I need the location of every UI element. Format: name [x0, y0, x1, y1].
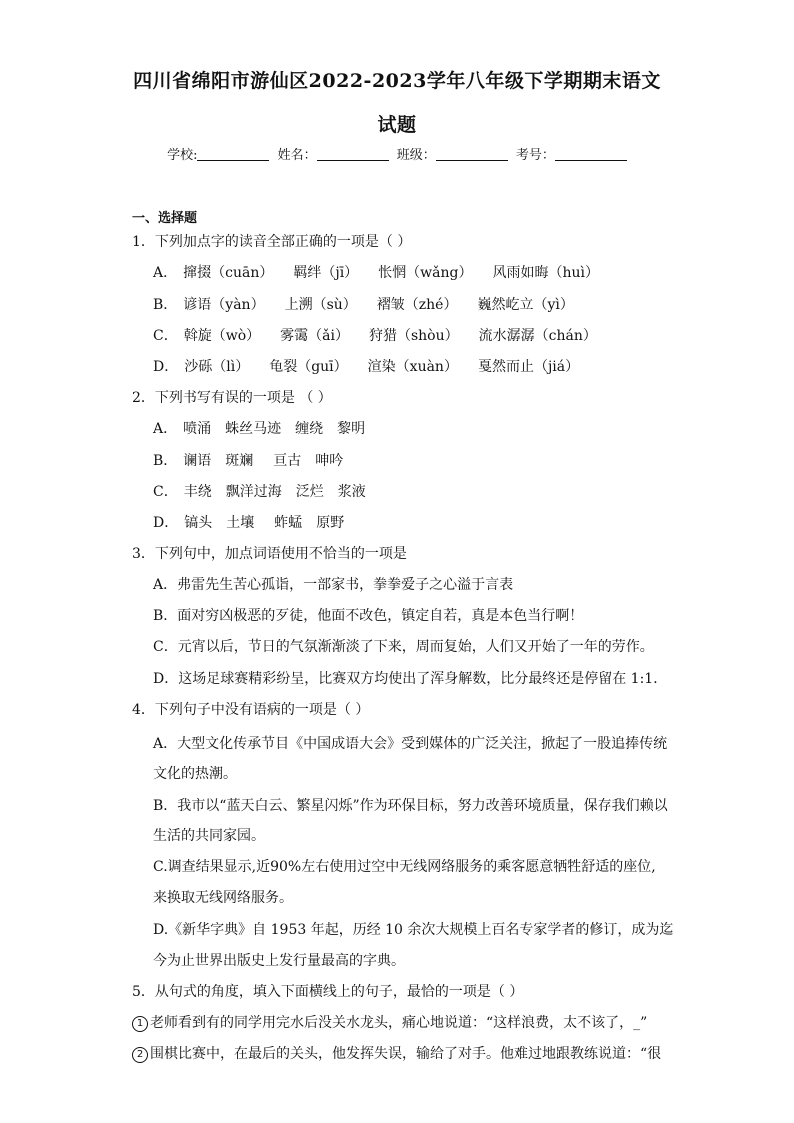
question-5-line-2-text: 围棋比赛中，在最后的关头，他发挥失误，输给了对手。他难过地跟教练说道：“很 [150, 1046, 662, 1062]
question-2-option-d [153, 514, 364, 532]
option-item: 风雨如晦（huì） [492, 265, 600, 281]
option-item: 黎明 [337, 421, 366, 437]
question-1-stem: 1．下列加点字的读音全部正确的一项是（ ） [132, 234, 412, 250]
question-3-option-b: B．面对穷凶极恶的歹徒，他面不改色，镇定自若，真是本色当行啊！ [153, 608, 584, 624]
question-4-option-a-line2: 文化的热潮。 [153, 766, 237, 782]
option-item: 上溯（sù） [284, 297, 357, 313]
option-item: 呻吟 [315, 453, 344, 469]
question-4-option-c-line1: C.调查结果显示,近90%左右使用过空中无线网络服务的乘客愿意牺牲舒适的座位, [153, 859, 656, 875]
school-blank[interactable] [197, 146, 269, 161]
question-3-option-a: A．弗雷先生苦心孤诣，一部家书，拳拳爱子之心溢于言表 [153, 577, 514, 593]
option-item: 流水潺潺（chán） [478, 328, 597, 344]
question-2-option-b [153, 452, 363, 470]
option-item: 撺掇（cuān） [183, 265, 274, 281]
option-item: 蚱蜢 [274, 515, 303, 531]
question-4-option-d-line1: D.《新华字典》自 1953 年起，历经 10 余次大规模上百名专家学者的修订，成为迄 [153, 922, 674, 938]
option-item: 龟裂（guī） [269, 359, 348, 375]
question-2-stem: 2．下列书写有误的一项是 （ ） [132, 390, 332, 406]
option-item: 浆液 [337, 484, 366, 500]
option-item: 沙砾（lì） [184, 359, 250, 375]
name-label: 姓名： [277, 148, 317, 163]
section-title: 一、选择题 [132, 211, 198, 226]
option-letter: C． [153, 484, 178, 500]
option-item: 缠绕 [295, 421, 324, 437]
question-3-option-c: C．元宵以后，节日的气氛渐渐淡了下来，周而复始，人们又开始了一年的劳作。 [153, 639, 654, 655]
question-1-option-d [153, 358, 599, 376]
exam-number-label: 考号： [515, 148, 555, 163]
question-1-option-c [153, 327, 617, 345]
option-letter: B． [153, 297, 178, 313]
option-item: 渲染（xuàn） [367, 359, 458, 375]
question-5-stem: 5．从句式的角度，填入下面横线上的句子，最恰的一项是（ ） [132, 984, 524, 1000]
question-3-option-d: D．这场足球赛精彩纷呈，比赛双方均使出了浑身解数，比分最终还是停留在 1:1． [153, 671, 668, 687]
option-item: 原野 [316, 515, 345, 531]
circled-number-2: 2 [132, 1047, 148, 1063]
option-item: 镐头 [184, 515, 213, 531]
option-item: 土壤 [226, 515, 255, 531]
option-item: 飘洋过海 [225, 484, 282, 500]
question-4-option-b-line1: B．我市以“蓝天白云、繁星闪烁”作为环保目标，努力改善环境质量，保存我们赖以 [153, 798, 668, 814]
option-letter: B． [153, 453, 178, 469]
option-item: 斡旋（wò） [183, 328, 261, 344]
question-1-option-b [153, 296, 594, 314]
question-4-option-d-line2: 今为止世界出版史上发行量最高的字典。 [153, 953, 405, 969]
option-item: 雾霭（ǎi） [280, 328, 349, 344]
doc-title-line1: 四川省绵阳市游仙区2022-2023学年八年级下学期期末语文 [133, 70, 661, 92]
option-letter: D． [153, 515, 179, 531]
option-item: 亘古 [273, 453, 302, 469]
option-item: 丰绕 [183, 484, 212, 500]
option-item: 泛烂 [295, 484, 324, 500]
option-letter: C． [153, 328, 178, 344]
option-item: 巍然屹立（yì） [477, 297, 574, 313]
question-4-option-c-line2: 来换取无线网络服务。 [153, 890, 293, 906]
option-letter: A． [153, 265, 178, 281]
question-5-line-1 [132, 1014, 647, 1032]
option-item: 蛛丝马迹 [225, 421, 282, 437]
question-1-option-a [153, 264, 619, 282]
student-info-row [0, 144, 794, 163]
question-5-line-2 [132, 1045, 661, 1063]
option-item: 斑斓 [225, 453, 254, 469]
option-item: 怅惘（wǎng） [378, 265, 473, 281]
question-5-line-1-text: 老师看到有的同学用完水后没关水龙头，痛心地说道：“这样浪费，太不该了，_” [150, 1015, 648, 1031]
question-2-option-c [153, 483, 386, 501]
doc-title-line2: 试题 [377, 114, 417, 136]
option-item: 喷涌 [183, 421, 212, 437]
question-4-option-b-line2: 生活的共同家园。 [153, 828, 265, 844]
circled-number-1: 1 [132, 1016, 148, 1032]
option-item: 狩猎（shòu） [368, 328, 459, 344]
question-3-stem: 3．下列句中，加点词语使用不恰当的一项是 [132, 546, 407, 562]
school-label: 学校: [167, 148, 198, 163]
class-blank[interactable] [436, 146, 508, 161]
option-item: 谰语 [183, 453, 212, 469]
option-letter: A． [153, 421, 178, 437]
exam-number-blank[interactable] [555, 146, 627, 161]
option-item: 羁绊（jī） [293, 265, 359, 281]
option-item: 戛然而止（jiá） [477, 359, 580, 375]
question-4-option-a-line1: A．大型文化传承节目《中国成语大会》受到媒体的广泛关注，掀起了一股追捧传统 [153, 736, 668, 752]
question-2-option-a [153, 420, 385, 438]
option-letter: D． [153, 359, 179, 375]
class-label: 班级： [396, 148, 436, 163]
option-item: 谚语（yàn） [183, 297, 265, 313]
option-item: 褶皱（zhé） [376, 297, 458, 313]
name-blank[interactable] [317, 146, 389, 161]
question-4-stem: 4．下列句子中没有语病的一项是（ ） [132, 702, 370, 718]
